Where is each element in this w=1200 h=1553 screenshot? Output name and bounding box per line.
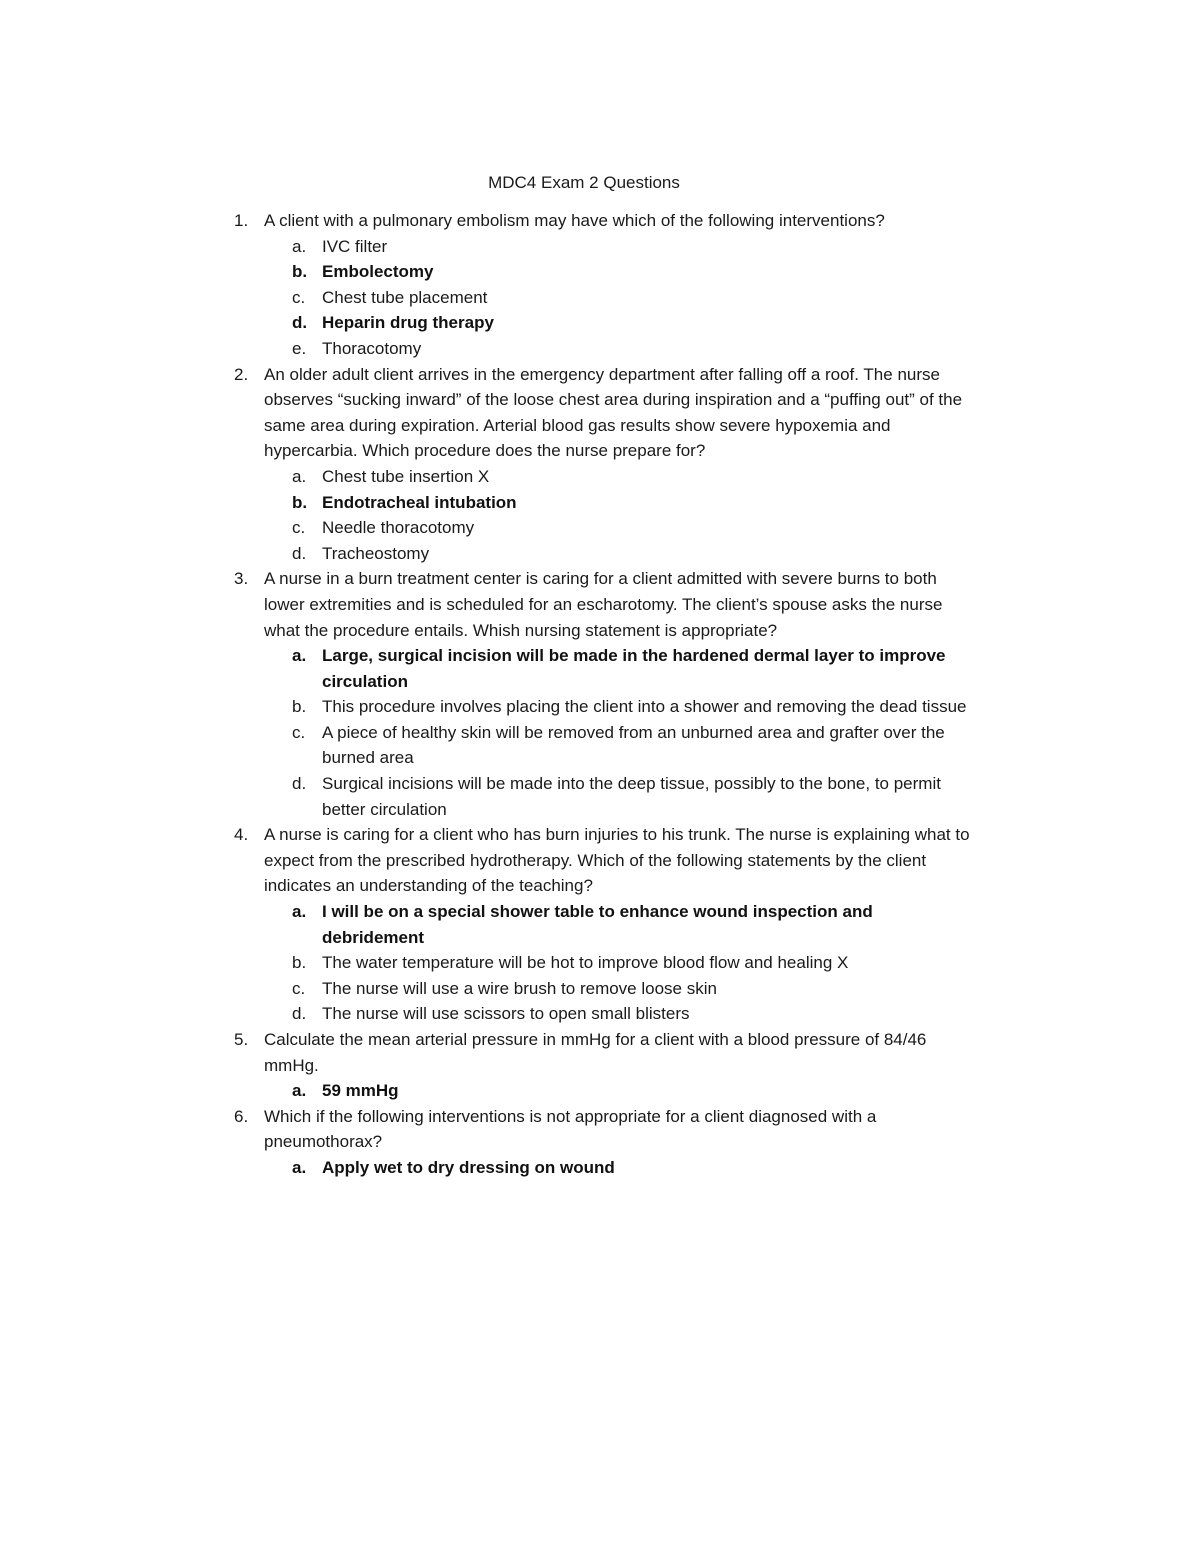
option-text: Apply wet to dry dressing on wound bbox=[322, 1157, 615, 1177]
question-text: An older adult client arrives in the emergency department after falling off a roof. The nurse observes “sucking inward” of the loose chest area during inspiration and a “puffing out” of the same area during expiration. Arterial blood gas results show severe hypoxemia and hypercarbia. Which procedure does the nurse prepare for? bbox=[264, 364, 963, 461]
question-number: 5. bbox=[234, 1030, 249, 1049]
option-letter: b. bbox=[292, 262, 308, 282]
question-text: Calculate the mean arterial pressure in mmHg for a client with a blood pressure of 84/46 mmHg. bbox=[264, 1030, 927, 1075]
answer-option-correct bbox=[264, 490, 970, 516]
answer-option bbox=[264, 541, 970, 567]
answer-option bbox=[264, 515, 970, 541]
question-text: A nurse in a burn treatment center is caring for a client admitted with severe burns to both lower extremities and is scheduled for an escharotomy. The client’s spouse asks the nurse what the procedure entails. Whish nursing statement is appropriate? bbox=[264, 569, 943, 640]
answer-option-correct bbox=[264, 310, 970, 336]
question-number: 6. bbox=[234, 1106, 249, 1126]
option-text: Tracheostomy bbox=[322, 543, 430, 563]
option-text: IVC filter bbox=[322, 236, 388, 256]
option-letter: d. bbox=[292, 774, 307, 794]
option-letter: e. bbox=[292, 338, 307, 358]
question-item bbox=[230, 362, 970, 567]
answer-option-list bbox=[264, 234, 970, 362]
answer-option bbox=[264, 950, 970, 976]
answer-option-correct bbox=[264, 643, 970, 694]
option-text: Chest tube placement bbox=[322, 287, 488, 307]
question-item bbox=[230, 822, 970, 1027]
option-text: Heparin drug therapy bbox=[322, 313, 494, 333]
option-text: The nurse will use a wire brush to remove loose skin bbox=[322, 978, 717, 998]
answer-option bbox=[264, 976, 970, 1002]
option-letter: b. bbox=[292, 492, 308, 512]
option-text: The water temperature will be hot to improve blood flow and healing X bbox=[322, 953, 849, 973]
option-letter: a. bbox=[292, 902, 307, 922]
option-text: Embolectomy bbox=[322, 262, 434, 282]
option-text: Surgical incisions will be made into the deep tissue, possibly to the bone, to permit better circulation bbox=[322, 774, 941, 819]
question-item bbox=[230, 1027, 970, 1104]
answer-option-correct bbox=[264, 1078, 970, 1104]
option-letter: d. bbox=[292, 313, 308, 333]
question-number: 1. bbox=[234, 211, 249, 230]
option-letter: a. bbox=[292, 236, 307, 256]
question-item bbox=[230, 208, 970, 362]
answer-option-list bbox=[264, 464, 970, 566]
question-item bbox=[230, 1104, 970, 1181]
question-number: 2. bbox=[234, 364, 249, 384]
option-letter: a. bbox=[292, 646, 307, 666]
question-text: Which if the following interventions is not appropriate for a client diagnosed with a pneumothorax? bbox=[264, 1106, 877, 1152]
option-text: A piece of healthy skin will be removed from an unburned area and grafter over the burned area bbox=[322, 722, 945, 768]
answer-option-correct bbox=[264, 899, 970, 950]
answer-option-list bbox=[264, 1078, 970, 1104]
question-list bbox=[230, 208, 970, 1181]
question-text: A client with a pulmonary embolism may have which of the following interventions? bbox=[264, 211, 885, 230]
option-letter: c. bbox=[292, 978, 306, 998]
option-text: I will be on a special shower table to enhance wound inspection and debridement bbox=[322, 902, 873, 947]
question-item bbox=[230, 566, 970, 822]
option-letter: a. bbox=[292, 1081, 307, 1101]
answer-option bbox=[264, 1001, 970, 1027]
option-letter: b. bbox=[292, 697, 307, 717]
answer-option-list bbox=[264, 1155, 970, 1181]
answer-option-list bbox=[264, 643, 970, 822]
answer-option-correct bbox=[264, 1155, 970, 1181]
option-letter: d. bbox=[292, 1004, 307, 1024]
option-text: This procedure involves placing the client into a shower and removing the dead tissue bbox=[322, 697, 967, 717]
question-number: 4. bbox=[234, 825, 249, 845]
question-number: 3. bbox=[234, 569, 249, 589]
answer-option bbox=[264, 720, 970, 771]
option-letter: d. bbox=[292, 543, 307, 563]
answer-option bbox=[264, 694, 970, 720]
option-text: The nurse will use scissors to open small blisters bbox=[322, 1004, 690, 1024]
option-letter: c. bbox=[292, 287, 306, 307]
option-letter: b. bbox=[292, 953, 307, 973]
option-letter: a. bbox=[292, 1157, 307, 1177]
option-text: Thoracotomy bbox=[322, 338, 422, 358]
question-text: A nurse is caring for a client who has burn injuries to his trunk. The nurse is explaining what to expect from the prescribed hydrotherapy. Which of the following statements by the client indicates an understanding of the teaching? bbox=[264, 825, 970, 896]
answer-option-list bbox=[264, 899, 970, 1027]
option-text: Endotracheal intubation bbox=[322, 492, 517, 512]
answer-option bbox=[264, 234, 970, 260]
option-letter: c. bbox=[292, 722, 306, 742]
answer-option bbox=[264, 464, 970, 490]
answer-option-correct bbox=[264, 259, 970, 285]
option-letter: a. bbox=[292, 466, 307, 486]
answer-option bbox=[264, 285, 970, 311]
document-title: MDC4 Exam 2 Questions bbox=[488, 173, 680, 192]
option-letter: c. bbox=[292, 518, 306, 538]
answer-option bbox=[264, 771, 970, 822]
option-text: Needle thoracotomy bbox=[322, 518, 475, 538]
answer-option bbox=[264, 336, 970, 362]
option-text: Large, surgical incision will be made in the hardened dermal layer to improve circulation bbox=[322, 646, 946, 691]
option-text: Chest tube insertion X bbox=[322, 466, 490, 486]
option-text: 59 mmHg bbox=[322, 1081, 399, 1101]
